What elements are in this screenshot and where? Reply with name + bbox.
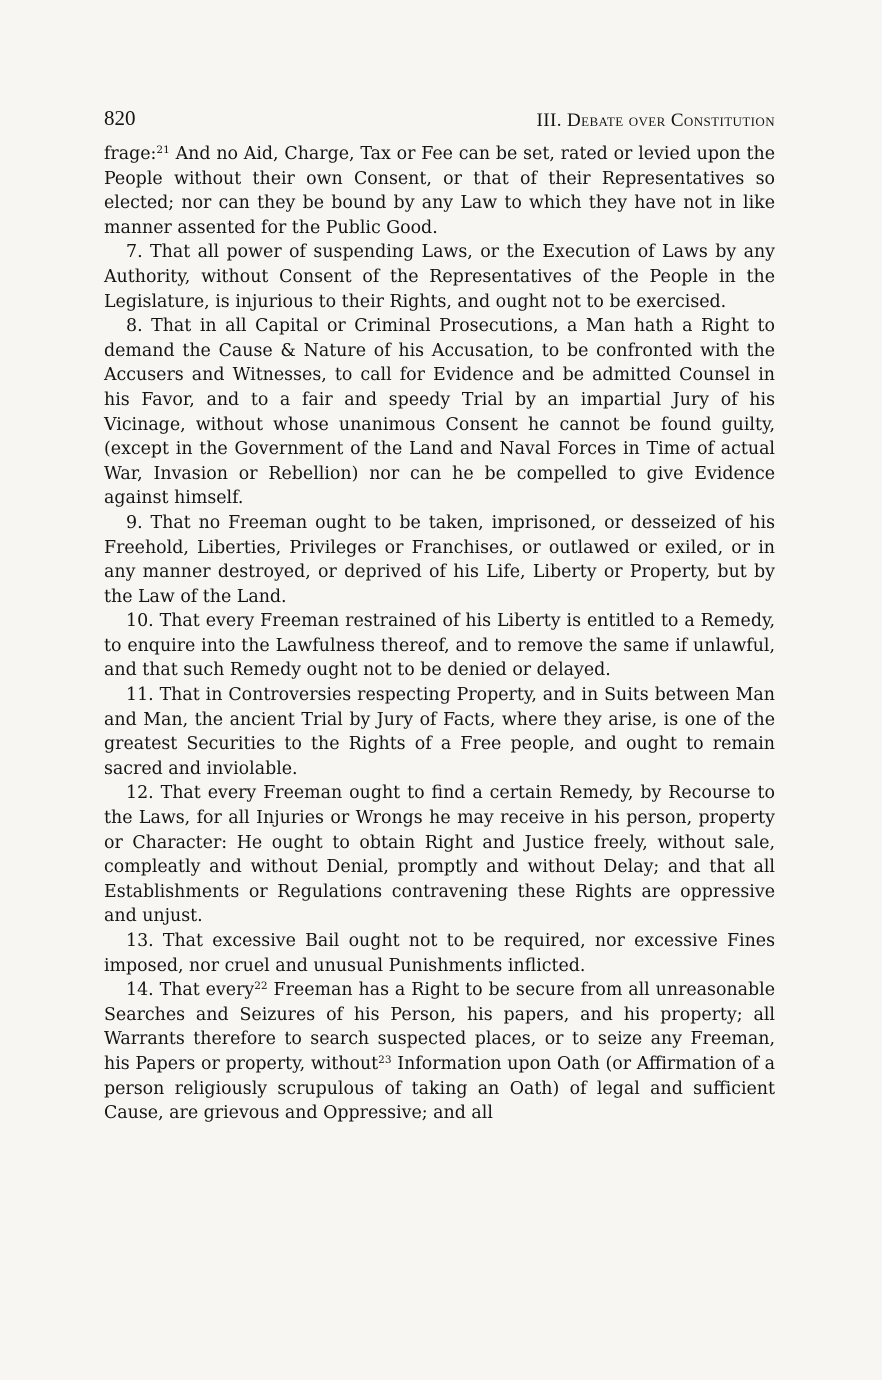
article-10: [104, 609, 775, 683]
paragraph-text: Freeman has a Right to be secure from all unreasonable Searches and Seizures of his Person, his papers, and his property; all Warrants therefore to search suspected places, or to seize any Freeman, his Papers or property, without: [104, 980, 775, 1074]
paragraph-text: 10. That every Freeman restrained of his Liberty is entitled to a Remedy, to enquire into the Lawfulness thereof, and to remove the same if unlawful, and that such Remedy ought not to be denied or delayed.: [104, 611, 775, 681]
paragraph-text: 8. That in all Capital or Criminal Prosecutions, a Man hath a Right to demand the Cause & Nature of his Accusation, to be confronted with the Accusers and Witnesses, to call for Evidence and be admitted Counsel in his Favor, and to a fair and speedy Trial by an impartial Jury of his Vicinage, without whose unanimous Consent he cannot be found guilty, (except in the Government of the Land and Naval Forces in Time of actual War, Invasion or Rebellion) nor can he be compelled to give Evidence against himself.: [104, 316, 775, 509]
article-13: [104, 929, 775, 978]
article-8: [104, 314, 775, 511]
book-page: [104, 106, 775, 1126]
footnote-ref: 21: [156, 144, 170, 156]
paragraph-text: And no Aid, Charge, Tax or Fee can be set, rated or levied upon the People without their own Consent, or that of their Representatives so elected; nor can they be bound by any Law to which they have not in like manner assented for the Public Good.: [104, 144, 775, 238]
article-12: [104, 781, 775, 929]
article-14: [104, 978, 775, 1126]
paragraph-text: 7. That all power of suspending Laws, or the Execution of Laws by any Authority, without Consent of the Representatives of the People in the Legislature, is injurious to their Rights, and ought not to be exercised.: [104, 242, 775, 312]
running-section-title: [537, 110, 775, 132]
body-text: [104, 142, 775, 1126]
article-11: [104, 683, 775, 781]
section-title-text: III. Debate over Constitution: [536, 110, 775, 131]
article-7: [104, 240, 775, 314]
paragraph-continuation: [104, 142, 775, 240]
paragraph-text: 11. That in Controversies respecting Property, and in Suits between Man and Man, the ancient Trial by Jury of Facts, where they arise, is one of the greatest Securities to the Rights of a Free people, and ought to remain sacred and inviolable.: [104, 685, 775, 779]
paragraph-text: 12. That every Freeman ought to find a certain Remedy, by Recourse to the Laws, for all Injuries or Wrongs he may receive in his person, property or Character: He ought to obtain Right and Justice freely, without sale, compleatly and without Denial, promptly and without Delay; and that all Establishments or Regulations contravening these Rights are oppressive and unjust.: [104, 783, 775, 927]
paragraph-text: 9. That no Freeman ought to be taken, imprisoned, or desseized of his Freehold, Liberties, Privileges or Franchises, or outlawed or exiled, or in any manner destroyed, or deprived of his Life, Liberty or Property, but by the Law of the Land.: [104, 512, 775, 607]
page-number: 820: [104, 106, 136, 130]
paragraph-text: 14. That every: [126, 980, 255, 1001]
paragraph-text: Information upon Oath (or Affirmation of a person religiously scrupulous of taking an Oath) of legal and sufficient Cause, are grievous and Oppressive; and all: [104, 1053, 775, 1124]
paragraph-text: 13. That excessive Bail ought not to be required, nor excessive Fines imposed, nor cruel and unusual Punishments inflicted.: [104, 931, 775, 976]
footnote-ref: 23: [378, 1053, 392, 1066]
running-head: [104, 106, 775, 142]
paragraph-text: frage:: [104, 144, 157, 164]
article-9: [104, 511, 775, 609]
footnote-ref: 22: [254, 980, 268, 993]
